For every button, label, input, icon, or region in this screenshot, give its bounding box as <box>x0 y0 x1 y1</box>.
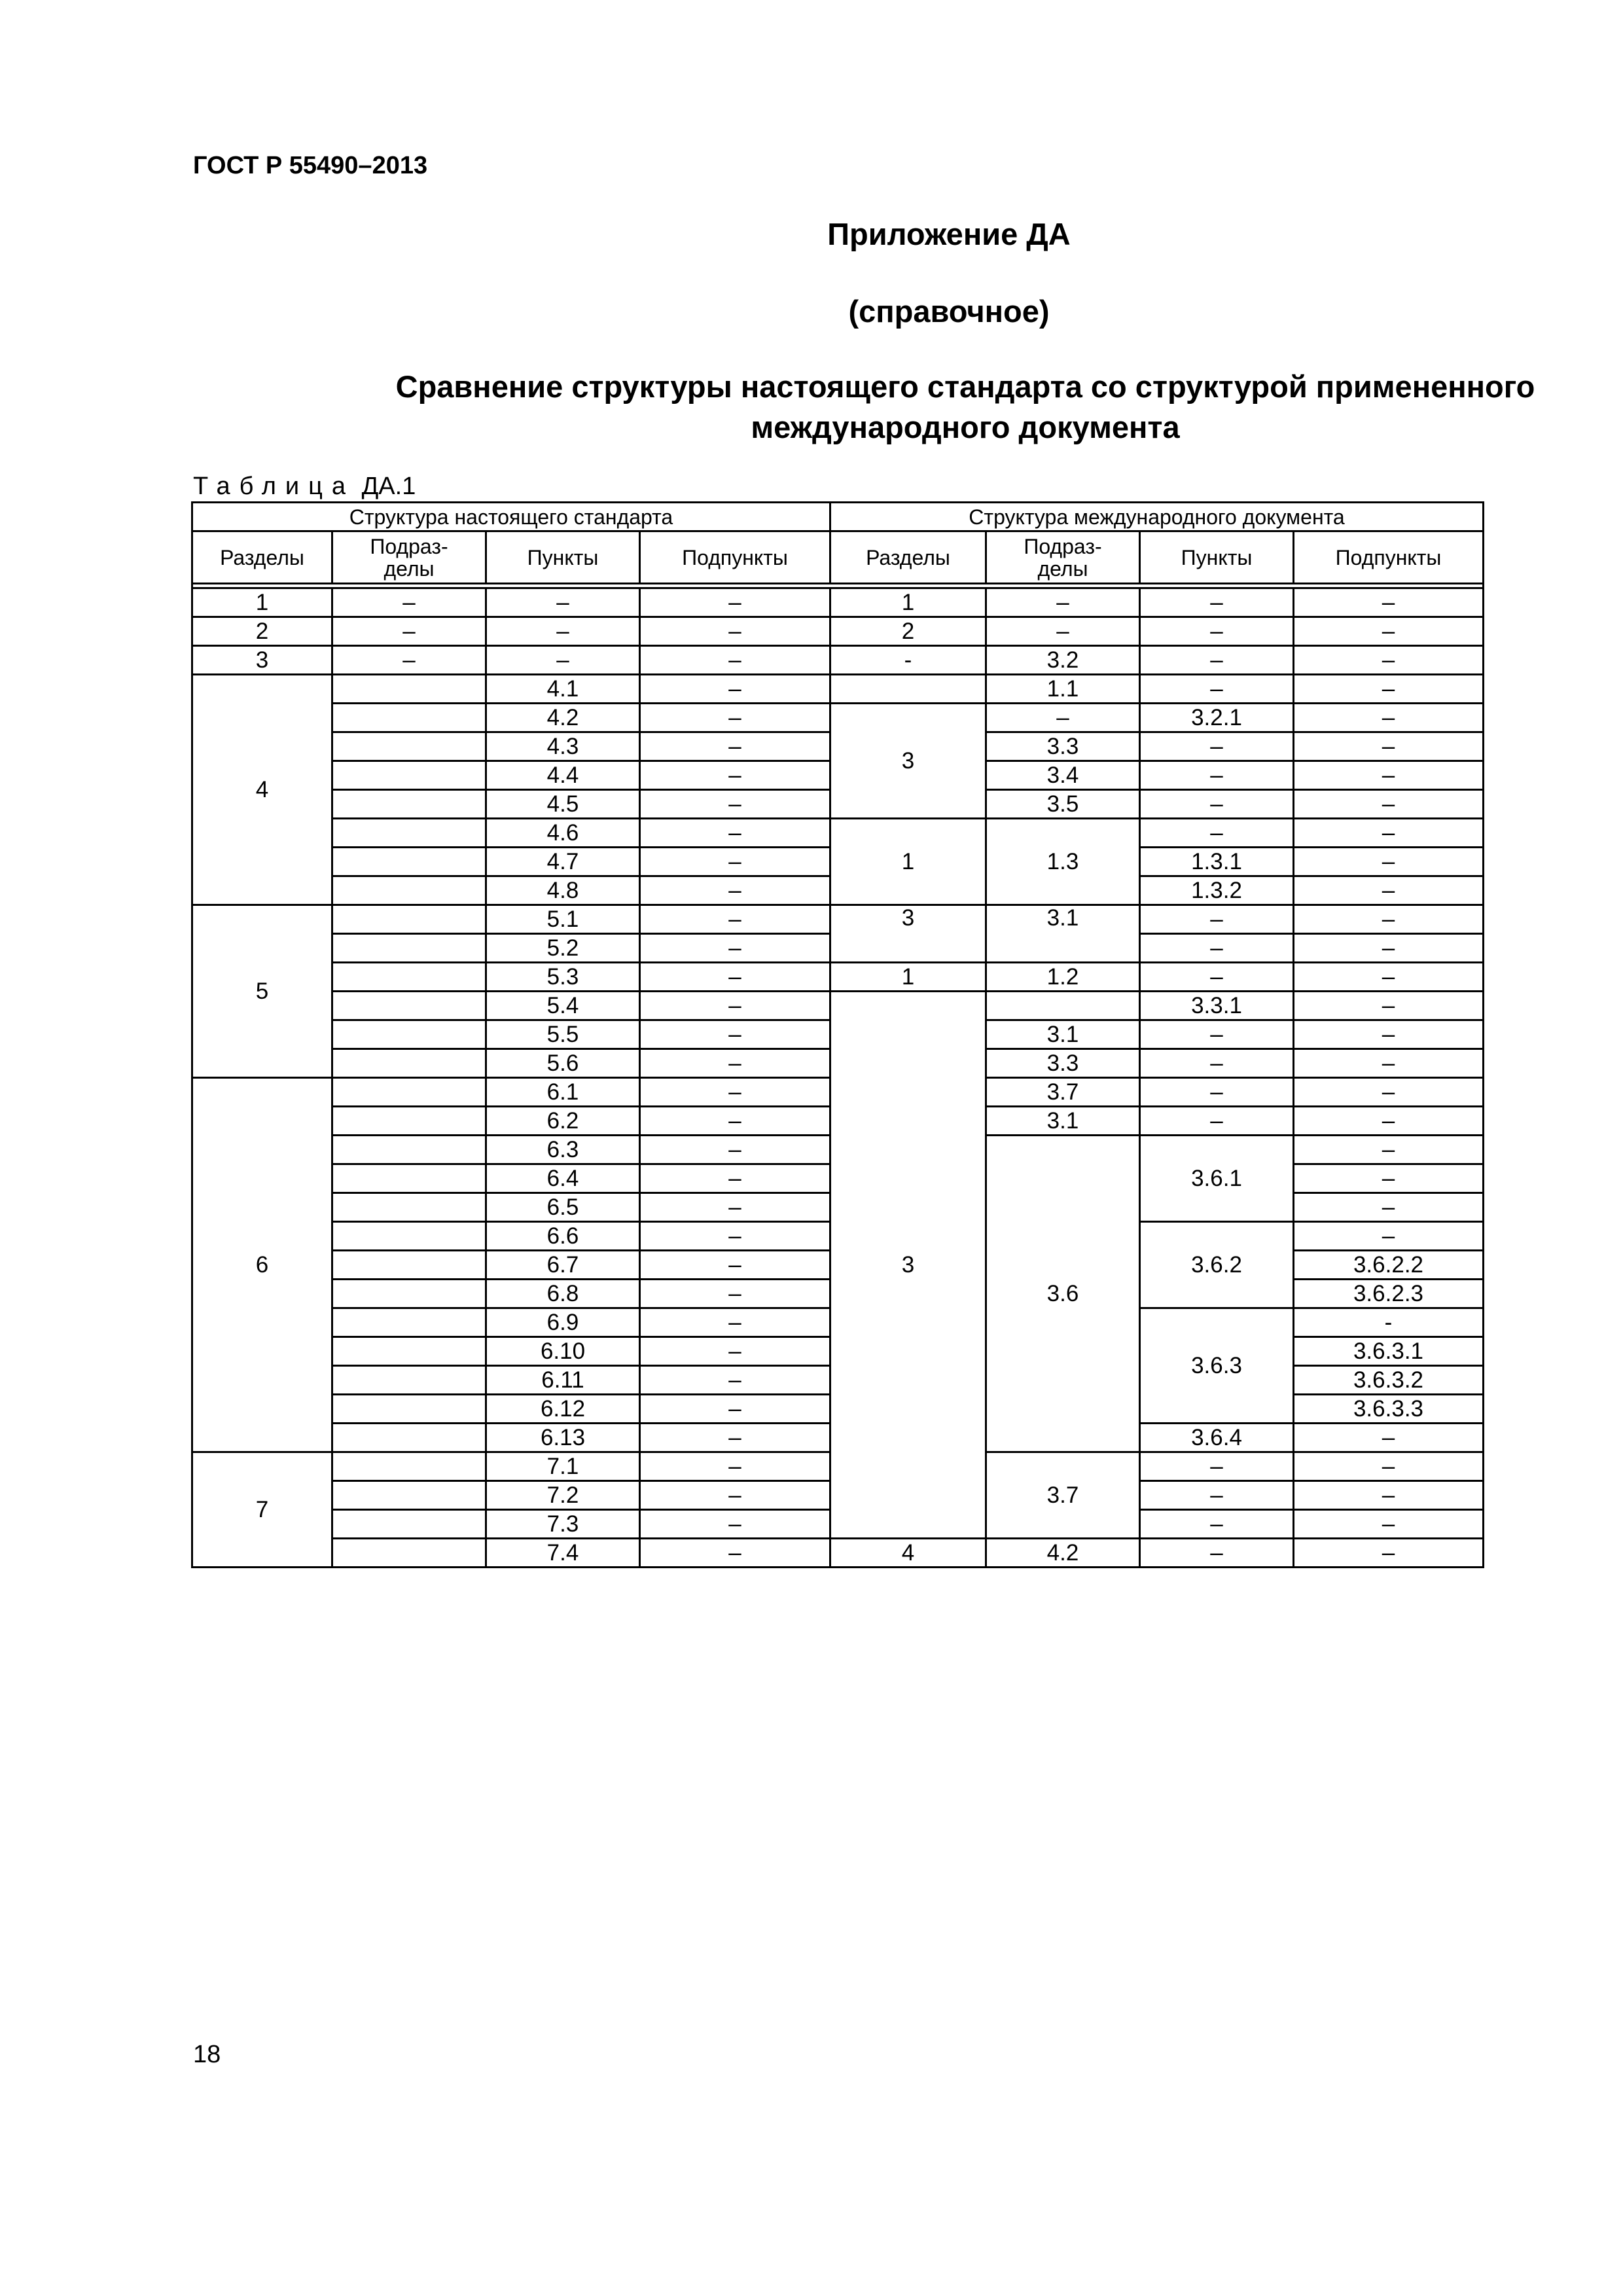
table-cell: 4.8 <box>486 876 640 905</box>
table-cell: 5.5 <box>486 1020 640 1049</box>
table-group-header-row <box>192 503 1484 531</box>
table-cell: – <box>486 617 640 646</box>
table-cell-section-5: 5 <box>192 905 332 1078</box>
table-cell: 5.6 <box>486 1049 640 1078</box>
table-cell: – <box>1294 1193 1484 1222</box>
table-cell: - <box>1294 1308 1484 1337</box>
table-cell-empty <box>332 934 486 963</box>
table-cell: – <box>1140 617 1294 646</box>
table-cell: 7.2 <box>486 1481 640 1510</box>
table-cell: – <box>1294 588 1484 617</box>
table-cell: – <box>1294 819 1484 848</box>
table-cell: – <box>640 1164 830 1193</box>
table-cell: – <box>1140 905 1294 934</box>
table-cell: 3.3.1 <box>1140 992 1294 1020</box>
comparison-table-wrapper <box>191 501 1484 1568</box>
table-label-word: Таблица <box>193 473 355 500</box>
table-cell: 3.3 <box>986 732 1140 761</box>
table-cell: – <box>640 1251 830 1280</box>
table-cell-empty <box>332 704 486 732</box>
table-cell-empty <box>332 790 486 819</box>
table-cell: – <box>640 1280 830 1308</box>
table-cell-empty <box>332 1049 486 1078</box>
table-cell: 5.4 <box>486 992 640 1020</box>
table-cell-section-6: 6 <box>192 1078 332 1452</box>
table-cell: – <box>640 992 830 1020</box>
table-cell: – <box>1294 1481 1484 1510</box>
table-cell: 7.1 <box>486 1452 640 1481</box>
table-cell-empty <box>332 1078 486 1107</box>
table-cell-empty <box>332 876 486 905</box>
table-cell: – <box>1140 1078 1294 1107</box>
table-cell: – <box>640 876 830 905</box>
table-cell-empty <box>332 848 486 876</box>
table-cell: – <box>332 646 486 675</box>
table-cell: 5.1 <box>486 905 640 934</box>
page-number: 18 <box>193 2041 221 2068</box>
table-cell: – <box>986 617 1140 646</box>
table-cell-empty <box>332 1510 486 1539</box>
table-row <box>192 675 1484 704</box>
table-row <box>192 992 1484 1020</box>
table-cell: 3.1 <box>986 1020 1140 1049</box>
table-cell: 4.6 <box>486 819 640 848</box>
table-cell: 6.8 <box>486 1280 640 1308</box>
table-cell: 4.4 <box>486 761 640 790</box>
table-cell: – <box>1140 1539 1294 1568</box>
table-cell: – <box>640 1452 830 1481</box>
table-cell: – <box>1140 646 1294 675</box>
table-cell: 4.5 <box>486 790 640 819</box>
table-cell-intl-section: 3 <box>830 905 986 963</box>
table-cell: – <box>640 1481 830 1510</box>
table-cell-intl-section: 1 <box>830 819 986 905</box>
table-cell-empty <box>332 1481 486 1510</box>
table-cell-empty <box>332 1164 486 1193</box>
table-cell-intl-subsection: 3.1 <box>986 905 1140 963</box>
table-cell: – <box>640 1308 830 1337</box>
table-cell-empty <box>332 1222 486 1251</box>
table-cell: – <box>640 905 830 934</box>
table-cell: – <box>1140 819 1294 848</box>
table-cell-empty <box>332 992 486 1020</box>
table-cell: – <box>1294 934 1484 963</box>
appendix-subtitle: (справочное) <box>848 294 1050 329</box>
table-cell-empty <box>332 1193 486 1222</box>
table-cell: – <box>640 1395 830 1424</box>
table-cell: – <box>1294 617 1484 646</box>
table-cell: – <box>640 617 830 646</box>
table-cell: – <box>1140 934 1294 963</box>
table-cell: – <box>1294 1222 1484 1251</box>
table-cell: – <box>640 1337 830 1366</box>
table-cell: – <box>640 1136 830 1164</box>
table-cell: – <box>1140 1049 1294 1078</box>
table-cell: 4.2 <box>986 1539 1140 1568</box>
column-header: Подпункты <box>1294 531 1484 584</box>
table-cell: – <box>640 1078 830 1107</box>
table-cell: – <box>1294 1539 1484 1568</box>
table-cell: 6.1 <box>486 1078 640 1107</box>
table-row <box>192 1539 1484 1568</box>
column-header-text: Подраз- делы <box>1024 534 1102 581</box>
table-cell: 1.1 <box>986 675 1140 704</box>
table-cell: – <box>640 1510 830 1539</box>
table-cell: – <box>332 588 486 617</box>
table-cell: – <box>640 646 830 675</box>
table-cell-empty <box>332 675 486 704</box>
table-cell: 5.3 <box>486 963 640 992</box>
table-row <box>192 646 1484 675</box>
table-cell: – <box>986 704 1140 732</box>
table-cell: 3.6.2.2 <box>1294 1251 1484 1280</box>
table-row <box>192 704 1484 732</box>
table-cell: – <box>1294 848 1484 876</box>
table-cell: 1 <box>830 963 986 992</box>
table-cell: – <box>1294 1164 1484 1193</box>
table-cell-empty <box>332 1107 486 1136</box>
table-cell: – <box>1140 588 1294 617</box>
table-cell: 6.4 <box>486 1164 640 1193</box>
table-cell: – <box>640 588 830 617</box>
table-cell: – <box>1140 1107 1294 1136</box>
table-cell-empty <box>332 1280 486 1308</box>
table-cell: – <box>1294 704 1484 732</box>
table-cell: 3.2.1 <box>1140 704 1294 732</box>
table-cell: 6.2 <box>486 1107 640 1136</box>
table-cell: 1.3.1 <box>1140 848 1294 876</box>
column-header <box>332 531 486 584</box>
table-cell-intl-item: 3.6.1 <box>1140 1136 1294 1222</box>
table-cell: – <box>1140 732 1294 761</box>
table-cell: – <box>640 1366 830 1395</box>
table-cell: – <box>640 1539 830 1568</box>
table-cell: – <box>1294 646 1484 675</box>
table-cell: – <box>640 1193 830 1222</box>
document-title <box>0 367 1623 448</box>
table-cell: – <box>986 588 1140 617</box>
table-cell-empty <box>332 1136 486 1164</box>
table-cell: – <box>640 963 830 992</box>
table-cell: 6.7 <box>486 1251 640 1280</box>
table-cell: – <box>1294 905 1484 934</box>
table-cell-empty <box>332 905 486 934</box>
table-cell: 3.5 <box>986 790 1140 819</box>
column-header: Подпункты <box>640 531 830 584</box>
table-cell: – <box>640 819 830 848</box>
table-cell: 1.3.2 <box>1140 876 1294 905</box>
table-cell-intl-item: 3.6.2 <box>1140 1222 1294 1308</box>
table-cell: – <box>1294 963 1484 992</box>
table-cell: 7.3 <box>486 1510 640 1539</box>
table-cell: – <box>640 934 830 963</box>
table-cell: – <box>640 1424 830 1452</box>
table-cell: – <box>1140 761 1294 790</box>
table-cell: – <box>1294 1424 1484 1452</box>
table-cell: – <box>640 704 830 732</box>
column-header: Разделы <box>192 531 332 584</box>
table-cell: – <box>640 675 830 704</box>
table-cell-empty <box>332 1337 486 1366</box>
table-cell-empty <box>332 1452 486 1481</box>
table-cell: 4.1 <box>486 675 640 704</box>
table-cell: – <box>640 761 830 790</box>
table-row <box>192 617 1484 646</box>
table-cell: – <box>640 1107 830 1136</box>
table-cell: 6.13 <box>486 1424 640 1452</box>
table-cell-empty <box>332 761 486 790</box>
table-cell: – <box>640 790 830 819</box>
table-cell-empty <box>332 1424 486 1452</box>
table-cell: 6.5 <box>486 1193 640 1222</box>
table-cell: 3.6.3.2 <box>1294 1366 1484 1395</box>
table-cell: 6.6 <box>486 1222 640 1251</box>
table-cell: 3.2 <box>986 646 1140 675</box>
table-cell: – <box>640 732 830 761</box>
table-cell: 1.2 <box>986 963 1140 992</box>
table-cell-empty <box>986 992 1140 1020</box>
table-cell: – <box>486 588 640 617</box>
table-cell: – <box>1140 1510 1294 1539</box>
table-cell-empty <box>830 675 986 704</box>
table-cell: – <box>1294 732 1484 761</box>
table-cell: 1 <box>830 588 986 617</box>
table-cell: – <box>640 1222 830 1251</box>
document-header: ГОСТ Р 55490–2013 <box>193 152 428 179</box>
table-cell: – <box>1140 1481 1294 1510</box>
table-cell: – <box>1140 675 1294 704</box>
table-cell: 6.11 <box>486 1366 640 1395</box>
table-cell-section-4: 4 <box>192 675 332 905</box>
header-separator-cell <box>192 584 1484 588</box>
table-cell-empty <box>332 1395 486 1424</box>
table-cell: 2 <box>192 617 332 646</box>
document-title-line-1: Сравнение структуры настоящего стандарта со структурой примененного <box>395 369 1535 404</box>
table-cell-intl-subsection: 3.6 <box>986 1136 1140 1452</box>
table-cell: – <box>1294 1107 1484 1136</box>
table-cell: 3.3 <box>986 1049 1140 1078</box>
table-cell: – <box>1294 992 1484 1020</box>
column-header: Пункты <box>1140 531 1294 584</box>
table-cell: – <box>1294 876 1484 905</box>
table-cell: – <box>1294 1020 1484 1049</box>
table-cell: 3.6.3.3 <box>1294 1395 1484 1424</box>
table-cell: 3.6.2.3 <box>1294 1280 1484 1308</box>
table-cell: - <box>830 646 986 675</box>
table-cell: 4.2 <box>486 704 640 732</box>
table-cell: 3.6.3.1 <box>1294 1337 1484 1366</box>
table-cell: – <box>1140 1020 1294 1049</box>
table-cell: 6.12 <box>486 1395 640 1424</box>
table-cell: – <box>1294 675 1484 704</box>
table-cell: – <box>1294 1452 1484 1481</box>
table-cell-intl-section: 3 <box>830 992 986 1539</box>
table-cell: 4.7 <box>486 848 640 876</box>
table-cell-intl-section: 3 <box>830 704 986 819</box>
table-cell-empty <box>332 1020 486 1049</box>
table-label-id: ДА.1 <box>361 473 416 500</box>
table-cell-empty <box>332 1366 486 1395</box>
table-cell: 6.3 <box>486 1136 640 1164</box>
document-title-line-2: международного документа <box>751 410 1180 444</box>
column-header: Пункты <box>486 531 640 584</box>
table-cell: 3 <box>192 646 332 675</box>
table-row <box>192 905 1484 934</box>
table-cell-section-7: 7 <box>192 1452 332 1568</box>
group-header-current-standard: Структура настоящего стандарта <box>192 503 830 531</box>
table-cell: 3.4 <box>986 761 1140 790</box>
table-column-header-row <box>192 531 1484 584</box>
table-cell: – <box>1294 790 1484 819</box>
table-row <box>192 963 1484 992</box>
table-row <box>192 588 1484 617</box>
table-cell: 3.1 <box>986 1107 1140 1136</box>
table-cell: – <box>1294 1049 1484 1078</box>
table-cell: 5.2 <box>486 934 640 963</box>
table-cell-intl-item: 3.6.3 <box>1140 1308 1294 1424</box>
table-cell: 4 <box>830 1539 986 1568</box>
table-cell: 7.4 <box>486 1539 640 1568</box>
table-label <box>193 473 416 501</box>
table-cell-empty <box>332 1539 486 1568</box>
table-cell: – <box>1294 1078 1484 1107</box>
table-cell: 3.6.4 <box>1140 1424 1294 1452</box>
table-cell: – <box>1140 963 1294 992</box>
table-cell: 6.9 <box>486 1308 640 1337</box>
table-cell: 1 <box>192 588 332 617</box>
table-cell: – <box>1140 1452 1294 1481</box>
table-cell: – <box>640 1020 830 1049</box>
table-cell: 4.3 <box>486 732 640 761</box>
comparison-table <box>191 501 1484 1568</box>
table-cell: – <box>640 1049 830 1078</box>
column-header <box>986 531 1140 584</box>
column-header: Разделы <box>830 531 986 584</box>
table-cell-intl-subsection: 3.7 <box>986 1452 1140 1539</box>
column-header-text: Подраз- делы <box>370 534 448 581</box>
table-cell: – <box>1294 1136 1484 1164</box>
table-cell: 3.7 <box>986 1078 1140 1107</box>
table-cell-empty <box>332 963 486 992</box>
table-cell: – <box>486 646 640 675</box>
table-cell-empty <box>332 1308 486 1337</box>
table-cell: 6.10 <box>486 1337 640 1366</box>
table-cell-intl-subsection: 1.3 <box>986 819 1140 905</box>
table-cell: – <box>1294 761 1484 790</box>
table-cell-empty <box>332 732 486 761</box>
table-cell: – <box>1294 1510 1484 1539</box>
table-row <box>192 819 1484 848</box>
group-header-international-document: Структура международного документа <box>830 503 1484 531</box>
table-cell: – <box>640 848 830 876</box>
table-cell-empty <box>332 1251 486 1280</box>
header-separator <box>192 584 1484 588</box>
table-cell: – <box>1140 790 1294 819</box>
appendix-title: Приложение ДА <box>827 217 1071 251</box>
table-cell: – <box>332 617 486 646</box>
table-cell: 2 <box>830 617 986 646</box>
table-cell-empty <box>332 819 486 848</box>
